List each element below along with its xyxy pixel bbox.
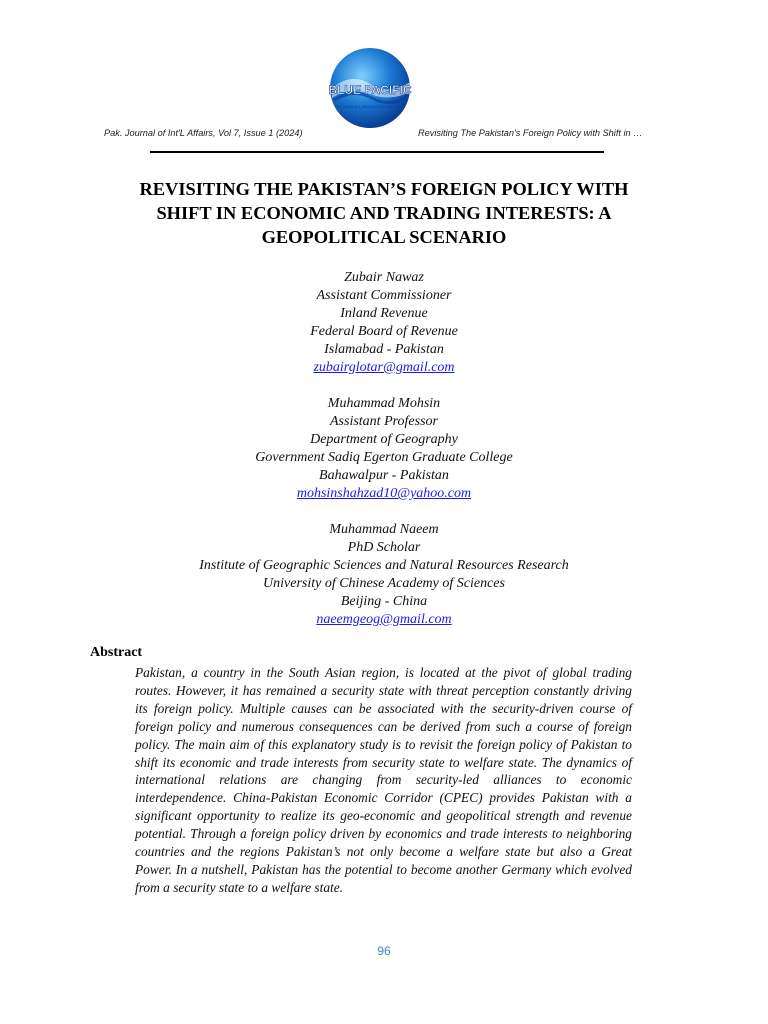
author-position: Assistant Commissioner [316, 288, 452, 303]
author-institution: University of Chinese Academy of Sciences [263, 576, 505, 591]
author-email-link[interactable]: naeemgeog@gmail.com [316, 612, 452, 627]
author-list [90, 269, 678, 647]
author-institution: Government Sadiq Egerton Graduate College [255, 450, 513, 465]
logo-text: BLUE PACIFIC [328, 83, 412, 97]
author-name: Muhammad Naeem [329, 522, 439, 537]
title-line: SHIFT IN ECONOMIC AND TRADING INTERESTS: A [156, 203, 612, 223]
author-block [90, 269, 678, 377]
author-block [90, 521, 678, 629]
abstract-text: Pakistan, a country in the South Asian region, is located at the pivot of global trading routes. However, it has remained a security state with threat perception constantly driving its foreign policy. Multiple causes can be associated with the security-driven course of foreign policy and numerous consequences can be derived from such a course of foreign policy. The main aim of this explanatory study is to revisit the foreign policy of Pakistan to shift its economic and trade interests from security state to welfare state. The dynamics of international relations are changing from security-led alliances to economic interdependence. China-Pakistan Economic Corridor (CPEC) provides Pakistan with a significant opportunity to realize its geo-economic and geopolitical strength and revenue potential. Through a foreign policy driven by economics and trade interests to neighboring countries and the regions Pakistan’s not only become a welfare state but also a Great Power. In a nutshell, Pakistan has the potential to become another Germany which evolved from a security state to a welfare state. [135, 665, 632, 895]
author-block [90, 395, 678, 503]
author-department: Institute of Geographic Sciences and Natural Resources Research [199, 558, 569, 573]
author-position: PhD Scholar [347, 540, 421, 555]
page-number: 96 [377, 944, 391, 958]
running-title: Revisiting The Pakistan's Foreign Policy with Shift in … [418, 128, 643, 138]
paper-title [90, 177, 678, 249]
author-location: Bahawalpur - Pakistan [319, 468, 449, 483]
author-location: Beijing - China [340, 594, 428, 609]
author-name: Muhammad Mohsin [327, 396, 441, 411]
header-rule [150, 151, 604, 153]
author-name: Zubair Nawaz [344, 270, 424, 285]
author-position: Assistant Professor [330, 414, 438, 429]
blue-pacific-logo [324, 44, 416, 136]
author-institution: Federal Board of Revenue [310, 324, 458, 339]
author-email-link[interactable]: zubairglotar@gmail.com [313, 360, 455, 375]
abstract-heading: Abstract [90, 645, 143, 660]
author-location: Islamabad - Pakistan [324, 342, 444, 357]
title-line: REVISITING THE PAKISTAN’S FOREIGN POLICY WITH [139, 179, 629, 199]
logo-subtext: RESEARCH & INNOVATION SERVICES [337, 105, 403, 109]
author-department: Inland Revenue [340, 306, 428, 321]
author-department: Department of Geography [310, 432, 458, 447]
journal-citation: Pak. Journal of Int'L Affairs, Vol 7, Issue 1 (2024) [104, 128, 303, 138]
title-line: GEOPOLITICAL SCENARIO [261, 227, 507, 247]
author-email-link[interactable]: mohsinshahzad10@yahoo.com [296, 486, 472, 501]
